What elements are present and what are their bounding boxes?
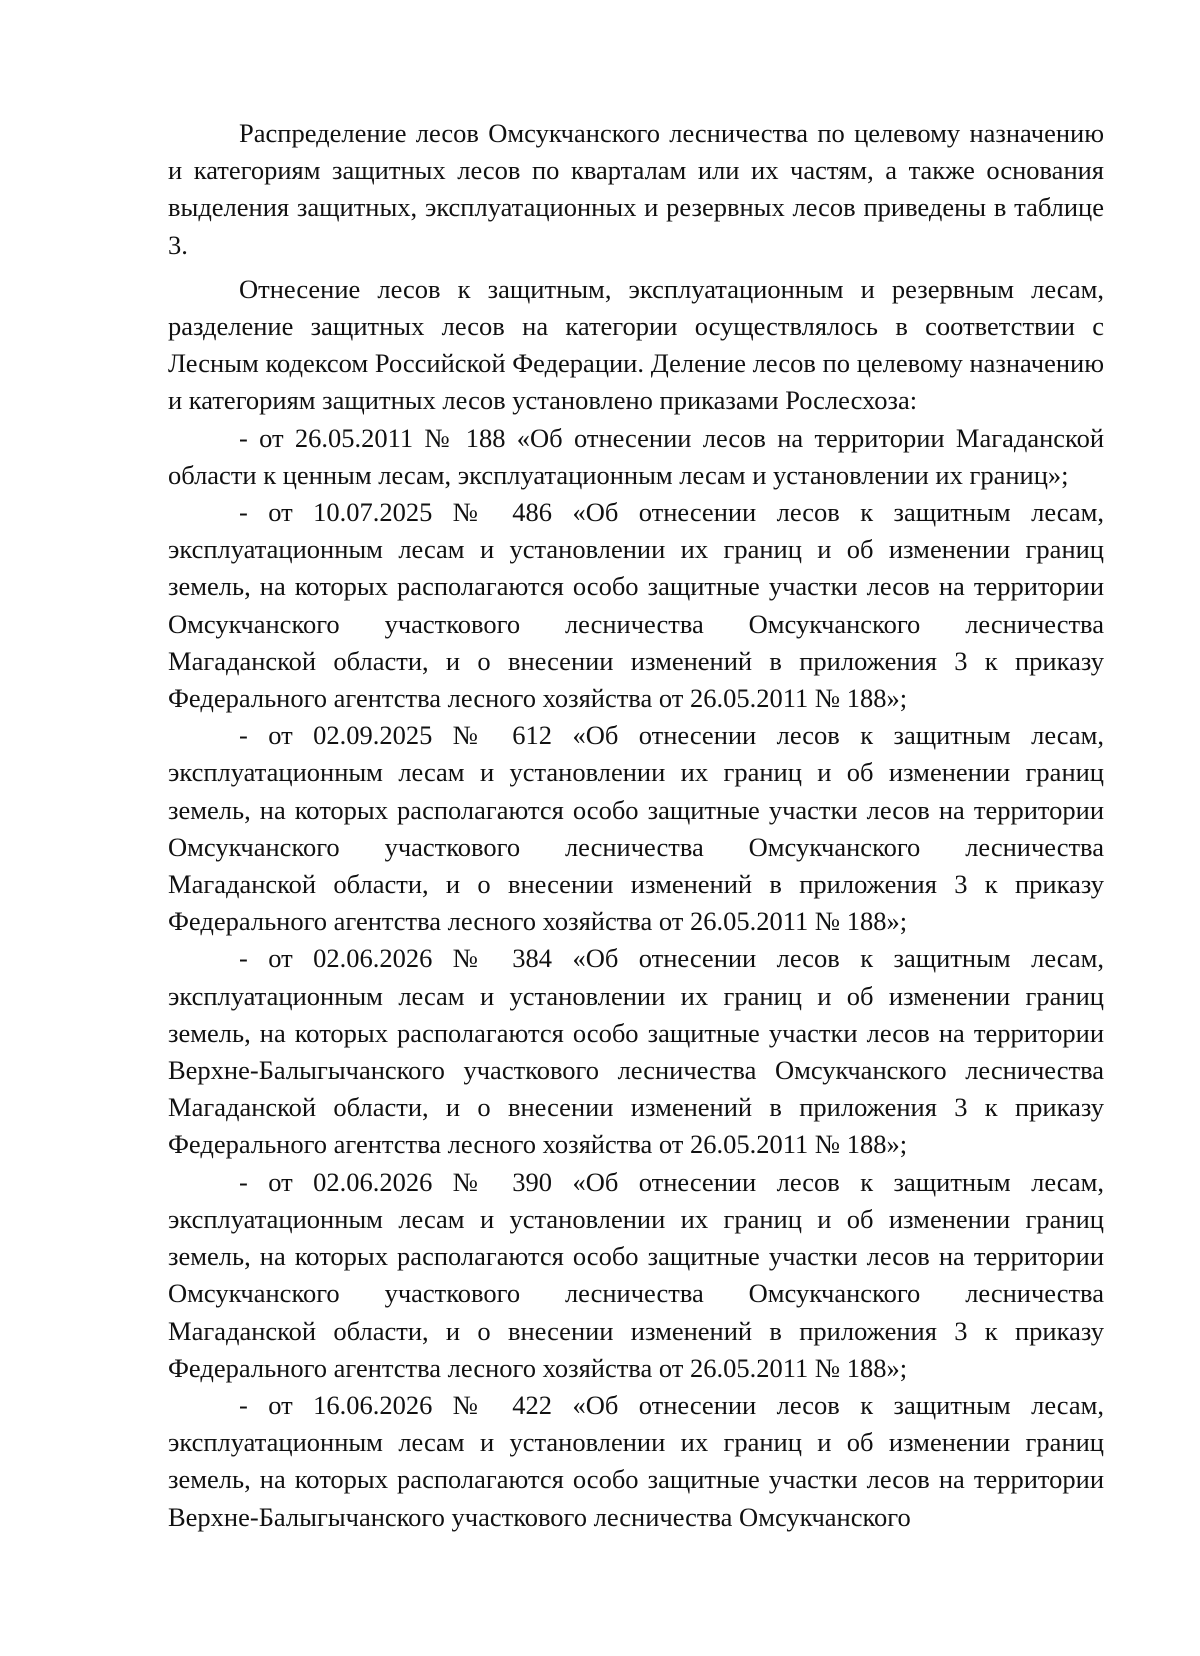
- order-item-188: - от 26.05.2011 № 188 «Об отнесении лесов на территории Магаданской области к ценным лесам, эксплуатационным лесам и установлении их границ»;: [168, 422, 1104, 490]
- order-item-612: - от 02.09.2025 № 612 «Об отнесении лесов к защитным лесам, эксплуатационным лесам и установлении их границ и об изменении границ земель, на которых располагаются особо защитные участки лесов на территории Омсукчанского участкового лесничества Омсукчанского лесничества Магаданской области, и о внесении изменений в приложения 3 к приказу Федерального агентства лесного хозяйства от 26.05.2011 № 188»;: [168, 720, 1104, 937]
- order-item-486: - от 10.07.2025 № 486 «Об отнесении лесов к защитным лесам, эксплуатационным лесам и установлении их границ и об изменении границ земель, на которых располагаются особо защитные участки лесов на территории Омсукчанского участкового лесничества Омсукчанского лесничества Магаданской области, и о внесении изменений в приложения 3 к приказу Федерального агентства лесного хозяйства от 26.05.2011 № 188»;: [168, 497, 1104, 714]
- order-item-390: - от 02.06.2026 № 390 «Об отнесении лесов к защитным лесам, эксплуатационным лесам и установлении их границ и об изменении границ земель, на которых располагаются особо защитные участки лесов на территории Омсукчанского участкового лесничества Омсукчанского лесничества Магаданской области, и о внесении изменений в приложения 3 к приказу Федерального агентства лесного хозяйства от 26.05.2011 № 188»;: [168, 1166, 1104, 1383]
- order-item-384: - от 02.06.2026 № 384 «Об отнесении лесов к защитным лесам, эксплуатационным лесам и установлении их границ и об изменении границ земель, на которых располагаются особо защитные участки лесов на территории Верхне-Балыгычанского участкового лесничества Омсукчанского лесничества Магаданской области, и о внесении изменений в приложения 3 к приказу Федерального агентства лесного хозяйства от 26.05.2011 № 188»;: [168, 943, 1104, 1160]
- order-item-422: - от 16.06.2026 № 422 «Об отнесении лесов к защитным лесам, эксплуатационным лесам и установлении их границ и об изменении границ земель, на которых располагаются особо защитные участки лесов на территории Верхне-Балыгычанского участкового лесничества Омсукчанского: [168, 1389, 1104, 1532]
- paragraph-distribution: Распределение лесов Омсукчанского лесничества по целевому назначению и категориям защитных лесов по кварталам или их частям, а также основания выделения защитных, эксплуатационных и резервных лесов приведены в таблице 3.: [168, 118, 1104, 260]
- document-body: [168, 115, 1104, 1536]
- paragraph-classification: Отнесение лесов к защитным, эксплуатационным и резервным лесам, разделение защитных лесов на категории осуществлялось в соответствии с Лесным кодексом Российской Федерации. Деление лесов по целевому назначению и категориям защитных лесов установлено приказами Рослесхоза:: [168, 273, 1104, 416]
